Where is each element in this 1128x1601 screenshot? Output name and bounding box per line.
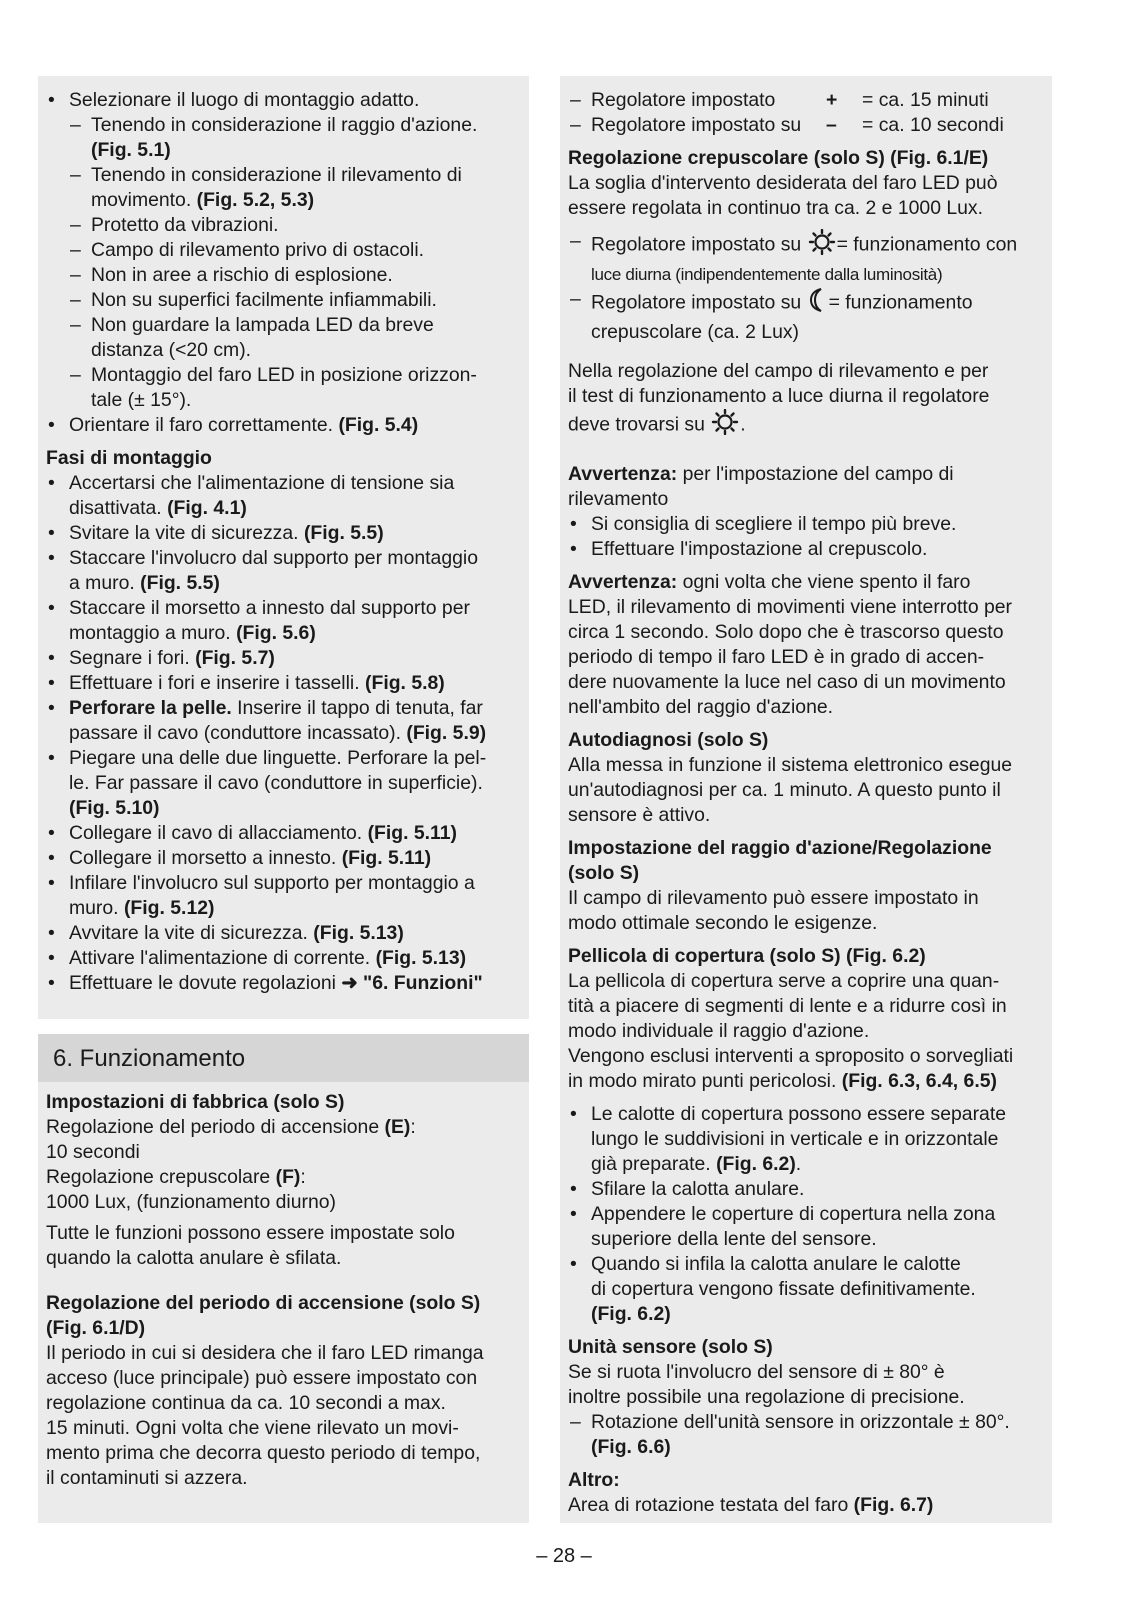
list-item: – Tenendo in considerazione il raggio d'azione. (Fig. 5.1) bbox=[46, 113, 521, 163]
list-item: – Non guardare la lampada LED da breve distanza (<20 cm). bbox=[46, 313, 521, 363]
list-item: • Staccare il morsetto a innesto dal supporto per montaggio a muro. (Fig. 5.6) bbox=[46, 596, 521, 646]
list-item: – Regolatore impostato su = funzionamento crepuscolare (ca. 2 Lux) bbox=[568, 287, 1044, 345]
list-item: • Quando si infila la calotta anulare le calotte di copertura vengono fissate definitivamente. (Fig. 6.2) bbox=[568, 1252, 1044, 1327]
list-item: • Staccare l'involucro dal supporto per montaggio a muro. (Fig. 5.5) bbox=[46, 546, 521, 596]
list-item: • Sfilare la calotta anulare. bbox=[568, 1177, 1044, 1202]
list-item: • Perforare la pelle. Inserire il tappo di tenuta, far passare il cavo (conduttore incassato). (Fig. 5.9) bbox=[46, 696, 521, 746]
list-item: – Non su superfici facilmente infiammabili. bbox=[46, 288, 521, 313]
list-item: • Le calotte di copertura possono essere separate lungo le suddivisioni in verticale e in orizzontale già preparate. (Fig. 6.2). bbox=[568, 1102, 1044, 1177]
list-item: • Piegare una delle due linguette. Perforare la pel- le. Far passare il cavo (conduttore in superficie). (Fig. 5.10) bbox=[46, 746, 521, 821]
section-heading: (solo S) bbox=[568, 862, 640, 884]
list-item: • Avvitare la vite di sicurezza. (Fig. 5.13) bbox=[46, 921, 521, 946]
list-item: • Appendere le coperture di copertura nella zona superiore della lente del sensore. bbox=[568, 1202, 1044, 1252]
list-item: – Regolatore impostato su = funzionamento con luce diurna (indipendentemente dalla luminosità) bbox=[568, 229, 1044, 287]
list-item: • Segnare i fori. (Fig. 5.7) bbox=[46, 646, 521, 671]
section-heading: Autodiagnosi (solo S) bbox=[568, 729, 769, 751]
section-heading: Pellicola di copertura (solo S) (Fig. 6.2) bbox=[568, 945, 926, 967]
list-item: – Regolatore impostato su – = ca. 10 secondi bbox=[568, 113, 1044, 138]
section-heading: Impostazione del raggio d'azione/Regolazione bbox=[568, 837, 992, 859]
list-item: • Selezionare il luogo di montaggio adatto. bbox=[46, 88, 521, 113]
list-item: – Montaggio del faro LED in posizione orizzon- tale (± 15°). bbox=[46, 363, 521, 413]
list-item: – Non in aree a rischio di esplosione. bbox=[46, 263, 521, 288]
section-title: 6. Funzionamento bbox=[38, 1034, 529, 1082]
list-item: • Svitare la vite di sicurezza. (Fig. 5.5) bbox=[46, 521, 521, 546]
list-item: – Tenendo in considerazione il rilevamento di movimento. (Fig. 5.2, 5.3) bbox=[46, 163, 521, 213]
list-item: • Collegare il morsetto a innesto. (Fig. 5.11) bbox=[46, 846, 521, 871]
left-column-top bbox=[38, 76, 529, 1019]
list-item: • Orientare il faro correttamente. (Fig. 5.4) bbox=[46, 413, 521, 438]
section-heading: Fasi di montaggio bbox=[46, 447, 212, 469]
moon-icon bbox=[807, 287, 829, 320]
list-item: • Si consiglia di scegliere il tempo più breve. bbox=[568, 512, 1044, 537]
right-column: – Regolatore impostato + = ca. 15 minuti – Regolatore impostato su – = ca. 10 secondi Regolazione crepuscolare (solo S) (Fig. 6.1/E) La soglia d'intervento desiderata del faro LED può essere regolata in continuo tra ca. 2 e 1000 Lux. – Regolatore impostato su = funzionamento con luce diurna (indipendentemente dalla luminosità) – Regolatore impostato su = funzionamento crepuscolare (ca. 2 Lux) Nella regolazione del campo di rilevamento e per il test di funzionamento a luce diurna il regolatore deve trovarsi su . Avvertenza: per l'impostazione del campo di rilevamento • Si consiglia di scegliere il tempo più breve. • Effettuare l'impostazione al crepuscolo. Avvertenza: ogni volta che viene spento il faro LED, il rilevamento di movimenti viene interrotto per circa 1 secondo. Solo dopo che è trascorso questo periodo di tempo il faro LED è in grado di accen- dere nuovamente la luce nel caso di un movimento nell'ambito del raggio d'azione. Autodiagnosi (solo S) Alla messa in funzione il sistema elettronico esegue un'autodiagnosi per ca. 1 minuto. A questo punto il sensore è attivo. Impostazione del raggio d'azione/Regolazione (solo S) Il campo di rilevamento può essere impostato in modo ottimale secondo le esigenze. Pellicola di copertura (solo S) (Fig. 6.2) La pellicola di copertura serve a coprire una quan- tità a piacere di segmenti di lente e a ridurre così in modo individuale il raggio d'azione. Vengono esclusi interventi a sproposito o sorvegliati in modo mirato punti pericolosi. (Fig. 6.3, 6.4, 6.5) • Le calotte di copertura possono essere separate lungo le suddivisioni in verticale e in orizzontale già preparate. (Fig. 6.2). • Sfilare la calotta anulare. • Appendere le coperture di copertura nella zona superiore della lente del sensore. • Quando si infila la calotta anulare le calotte di copertura vengono fissate definitivamente. (Fig. 6.2) Unità sensore (solo S) Se si ruota l'involucro del sensore di ± 80° è inoltre possibile una regolazione di precisione. – Rotazione dell'unità sensore in orizzontale ± 80°. (Fig. 6.6) Altro: Area di rotazione testata del faro (Fig. 6.7) bbox=[560, 76, 1052, 1523]
sun-icon bbox=[807, 229, 837, 262]
page-number: – 28 – bbox=[536, 1545, 592, 1567]
section-heading: (Fig. 6.1/D) bbox=[46, 1317, 146, 1339]
left-column-bottom: 6. Funzionamento Impostazioni di fabbrica (solo S) Regolazione del periodo di accensione (E): 10 secondi Regolazione crepuscolare (F): 1000 Lux, (funzionamento diurno) Tutte le funzioni possono essere impostate solo quando la calotta anulare è sfilata. Regolazione del periodo di accensione (solo S) (Fig. 6.1/D) Il periodo in cui si desidera che il faro LED rimanga acceso (luce principale) può essere impostato con regolazione continua da ca. 10 secondi a max. 15 minuti. Ogni volta che viene rilevato un movi- mento prima che decorra questo periodo di tempo, il contaminuti si azzera. bbox=[38, 1034, 529, 1523]
list-item: • Effettuare l'impostazione al crepuscolo. bbox=[568, 537, 1044, 562]
list-item: • Effettuare le dovute regolazioni ➜ "6. Funzioni" bbox=[46, 971, 521, 996]
list-item: • Collegare il cavo di allacciamento. (Fig. 5.11) bbox=[46, 821, 521, 846]
section-heading: Unità sensore (solo S) bbox=[568, 1336, 773, 1358]
list-item: – Regolatore impostato + = ca. 15 minuti bbox=[568, 88, 1044, 113]
arrow-right-icon: ➜ bbox=[341, 972, 358, 994]
section-heading: Regolazione del periodo di accensione (solo S) bbox=[46, 1292, 481, 1314]
sun-icon bbox=[710, 409, 740, 442]
list-item: • Effettuare i fori e inserire i tasselli. (Fig. 5.8) bbox=[46, 671, 521, 696]
list-item: – Campo di rilevamento privo di ostacoli. bbox=[46, 238, 521, 263]
list-item: • Accertarsi che l'alimentazione di tensione sia disattivata. (Fig. 4.1) bbox=[46, 471, 521, 521]
section-heading: Altro: bbox=[568, 1469, 620, 1491]
list-item: – Rotazione dell'unità sensore in orizzontale ± 80°. (Fig. 6.6) bbox=[568, 1410, 1044, 1460]
section-heading: Regolazione crepuscolare (solo S) (Fig. 6.1/E) bbox=[568, 147, 989, 169]
list-item: • Attivare l'alimentazione di corrente. (Fig. 5.13) bbox=[46, 946, 521, 971]
list-item: • Infilare l'involucro sul supporto per montaggio a muro. (Fig. 5.12) bbox=[46, 871, 521, 921]
list-item: – Protetto da vibrazioni. bbox=[46, 213, 521, 238]
section-heading: Impostazioni di fabbrica (solo S) bbox=[46, 1091, 345, 1113]
